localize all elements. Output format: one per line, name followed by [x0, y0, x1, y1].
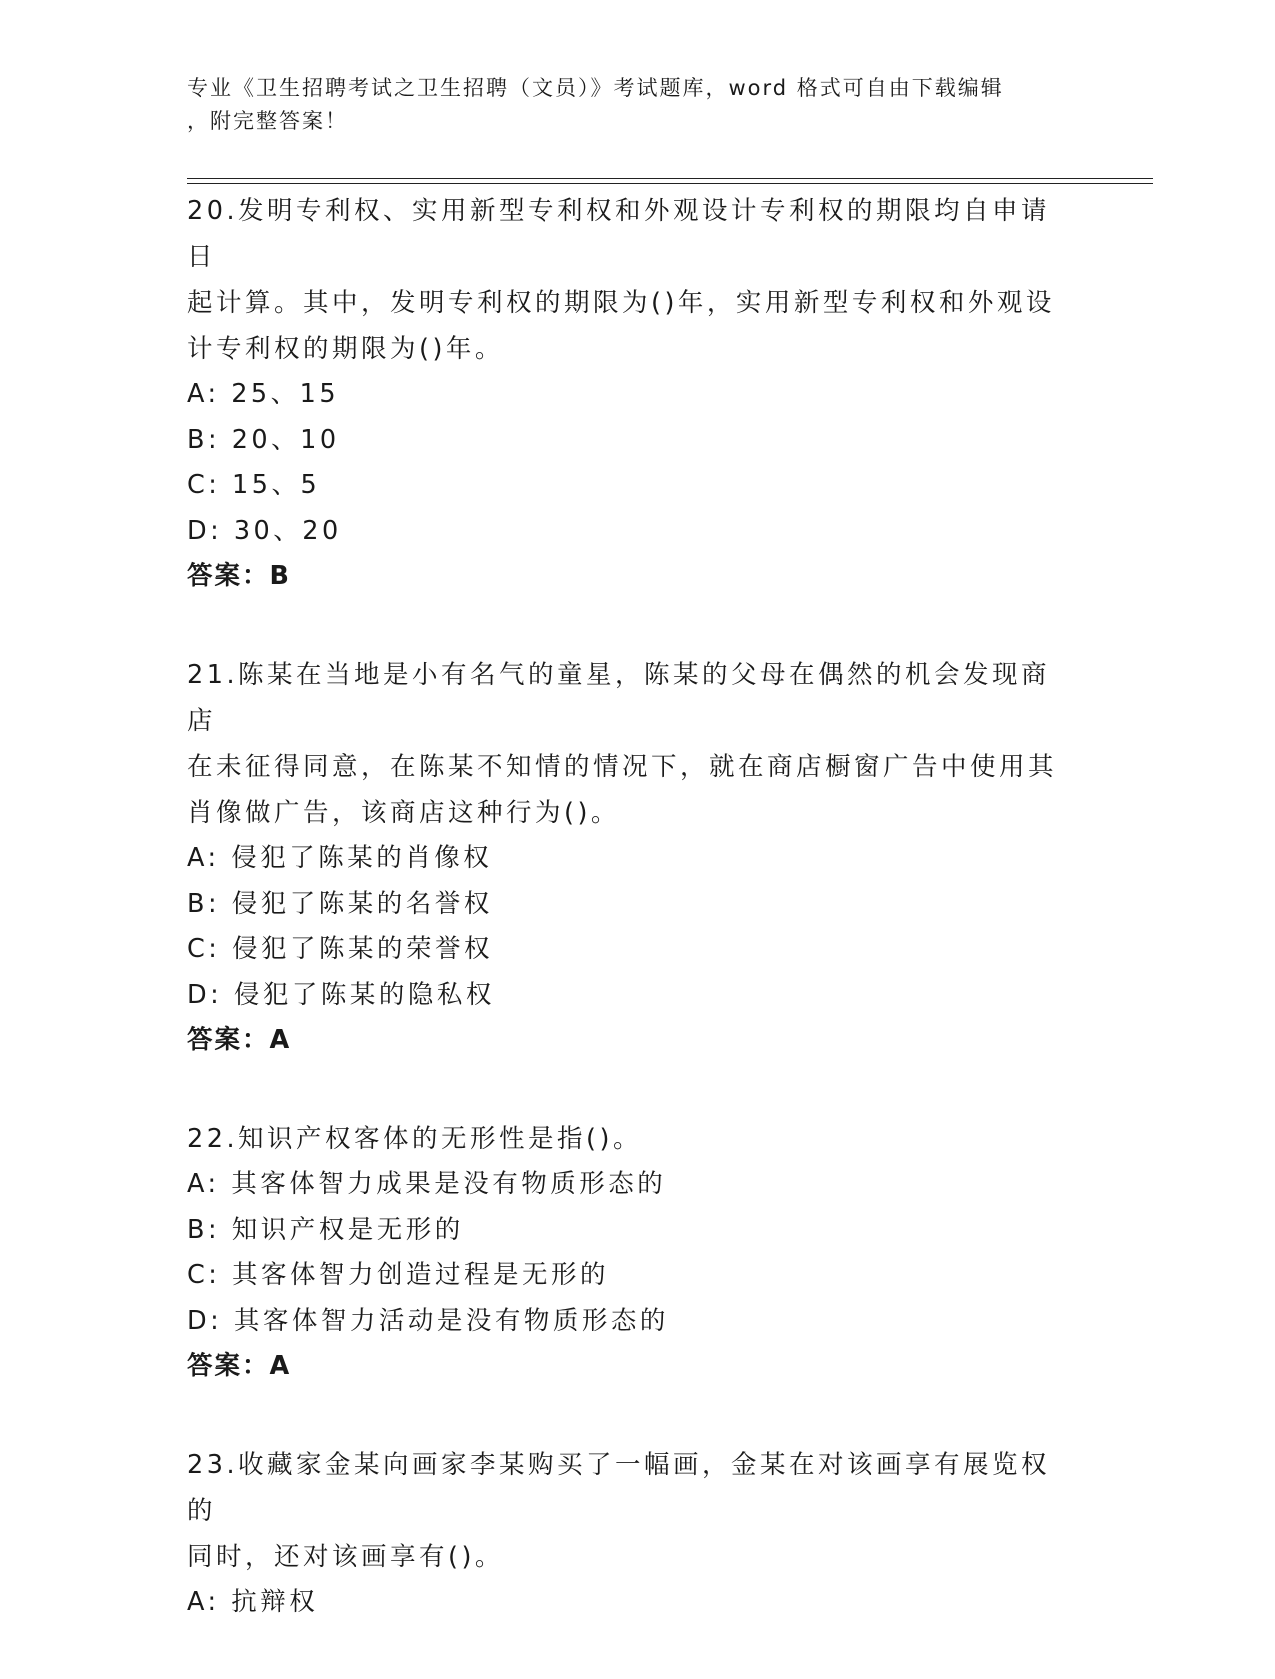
question-23 — [187, 1442, 1077, 1626]
question-stem-line: 起计算。其中，发明专利权的期限为()年，实用新型专利权和外观设 — [187, 288, 1055, 318]
option-a: A: 抗辩权 — [187, 1587, 319, 1617]
answer: 答案：A — [187, 1351, 292, 1381]
option-c: C: 其客体智力创造过程是无形的 — [187, 1260, 610, 1290]
question-stem-line: 21.陈某在当地是小有名气的童星，陈某的父母在偶然的机会发现商店 — [187, 660, 1051, 736]
option-d: D: 30、20 — [187, 515, 342, 546]
header-divider-top — [187, 178, 1153, 179]
question-stem-line: 20.发明专利权、实用新型专利权和外观设计专利权的期限均自申请日 — [187, 196, 1051, 272]
answer: 答案：A — [187, 1025, 292, 1055]
question-stem-line: 同时，还对该画享有()。 — [187, 1542, 504, 1572]
question-21 — [187, 652, 1077, 1063]
question-20 — [187, 188, 1077, 599]
header-line-1: 专业《卫生招聘考试之卫生招聘（文员）》考试题库，word 格式可自由下载编辑 — [187, 76, 1004, 100]
answer: 答案：B — [187, 561, 291, 591]
option-a: A: 侵犯了陈某的肖像权 — [187, 843, 493, 873]
question-22 — [187, 1116, 1077, 1389]
option-c: C: 15、5 — [187, 470, 321, 500]
option-b: B: 20、10 — [187, 424, 340, 455]
option-b: B: 知识产权是无形的 — [187, 1214, 464, 1245]
option-d: D: 侵犯了陈某的隐私权 — [187, 979, 495, 1010]
question-stem-line: 计专利权的期限为()年。 — [187, 334, 504, 364]
option-d: D: 其客体智力活动是没有物质形态的 — [187, 1305, 669, 1336]
question-stem-line: 23.收藏家金某向画家李某购买了一幅画，金某在对该画享有展览权的 — [187, 1450, 1051, 1526]
header-divider-bottom — [187, 183, 1153, 184]
option-b: B: 侵犯了陈某的名誉权 — [187, 888, 493, 919]
document-header — [187, 72, 1067, 138]
question-stem-line: 肖像做广告，该商店这种行为()。 — [187, 798, 620, 828]
option-a: A: 25、15 — [187, 379, 340, 409]
question-list — [187, 188, 1077, 1679]
question-stem-line: 22.知识产权客体的无形性是指()。 — [187, 1124, 642, 1154]
question-stem-line: 在未征得同意，在陈某不知情的情况下，就在商店橱窗广告中使用其 — [187, 752, 1058, 782]
option-a: A: 其客体智力成果是没有物质形态的 — [187, 1169, 667, 1199]
option-c: C: 侵犯了陈某的荣誉权 — [187, 934, 494, 964]
header-line-2: ，附完整答案！ — [187, 109, 348, 133]
